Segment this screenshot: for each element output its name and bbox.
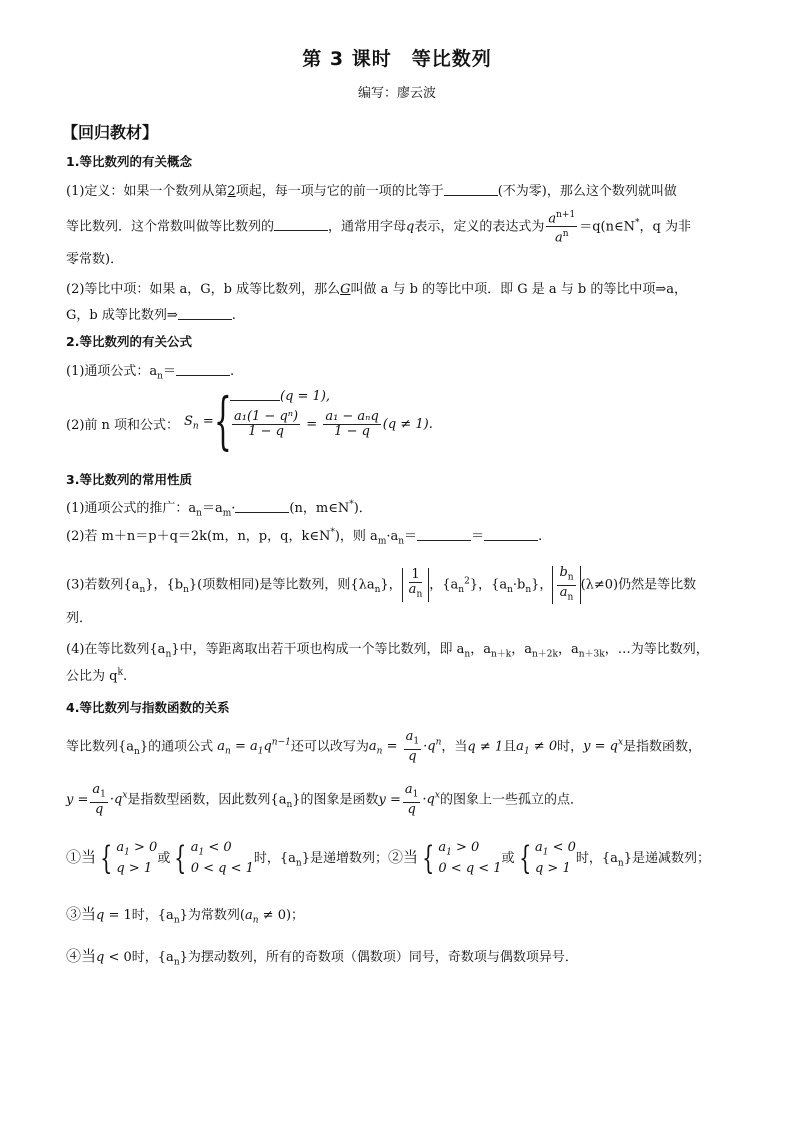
relation-line-1: 等比数列$\{a_n\}$的通项公式 $a_n = a_1q^{n-1}$还可以改写为$a_n$ = $\frac{a_1}{q}$ $\cdot q^n$，当q ≠ 1且$a_1 \ne 0$时，$y = q^x$是指数函数， (66, 729, 702, 764)
definition-line-1: (1)定义：如果一个数列从第2项起，每一项与它的前一项的比等于 (不为零)，那么这个数列就叫做 (66, 184, 677, 199)
property-3-end: 列． (66, 611, 93, 626)
sum-case-1: (q = 1), (230, 388, 330, 404)
property-2: (2)若 m＋n＝p＋q＝2k(m，n，p，q，k∈N*)，则 $a_m\cdot a_n=$ ＝ . (66, 527, 543, 547)
sum-case-2: $\frac{\text{a₁(1 − qⁿ)}}{1 - q}$ = $\frac{\text{a₁ − aₙq}}{1 - q}$ (q ≠ 1). (234, 409, 433, 439)
author-line: 编写：廖云波 (357, 86, 436, 101)
fill-blank (274, 218, 328, 231)
property-4-end: 公比为 $q^k$. (66, 667, 128, 684)
fill-blank (235, 500, 289, 513)
brace-icon: { (214, 384, 232, 457)
fill-blank (484, 528, 538, 541)
page-title: 第 3 课时 等比数列 (302, 48, 492, 70)
sum-formula: (2)前 n 项和公式： $S_n$ = { (q = 1), $\frac{\text{a₁(1 − qⁿ)}}{1 - q}$ = $\frac{\text{a₁ − aₙq}}{1 - q}$ (q ≠ 1). (66, 384, 433, 457)
property-4: (4)在等比数列$\{a_n\}$中，等距离取出若干项也构成一个等比数列，即 $a_n$，$a_{n+k}$，$a_{n+2k}$，$a_{n+3k}$，…为等比数列， (66, 642, 709, 660)
fill-blank (178, 307, 232, 320)
heading-1: 1.等比数列的有关概念 (66, 154, 192, 169)
fill-blank (417, 528, 471, 541)
relation-line-2: y = $\frac{a_1}{q}$ $\cdot q^x$是指数型函数，因此数列$\{a_n\}$的图象是函数y = $\frac{a_1}{q}$ $\cdot q^x$的图象上一些孤立的点． (66, 782, 583, 817)
heading-3: 3.等比数列的常用性质 (66, 472, 192, 487)
general-term-formula: (1)通项公式：$a_n=$ . (66, 364, 235, 382)
property-1: (1)通项公式的推广：$a_n=a_m\cdot (n$，m∈N*)． (66, 499, 372, 519)
constant-case: ③当q = 1时，$\{a_n\}$为常数列$(a_n \ne 0)$； (66, 905, 305, 926)
property-3: (3)若数列$\{a_n\}$，$\{b_n\}$(项数相同)是等比数列，则$\{\lambda a_n\}$， $\frac{1}{a_n}$ ，$\{a_n^2\}$，$\{a_n\cdot b_n\}$， $\frac{b_n}{a_n}$ (λ≠0)仍然是等比数 (66, 565, 697, 603)
fill-blank (176, 363, 230, 376)
fill-blank (444, 183, 498, 196)
ratio-fraction: $\frac{a^{n+1}}{a^n}$ (548, 210, 576, 246)
monotonic-cases: ①当 { $a_1 > 0$ q > 1 或 { $a_1 < 0$ 0 < q < 1 时，$\{a_n\}$是递增数列；②当 { $a_1 > 0$ 0 < q < 1 或 { $a_1 < 0$ q > 1 时，$\{a_n\}$是递减数列； (66, 839, 710, 878)
middle-term-line-1: (2)等比中项：如果 a，G，b 成等比数列，那么G叫做 a 与 b 的等比中项．即 G 是 a 与 b 的等比中项⇒a， (66, 282, 688, 297)
definition-line-2: 等比数列．这个常数叫做等比数列的 ，通常用字母q表示，定义的表达式为 $\frac{a^{n+1}}{a^n}$ ＝q(n∈N*，q 为非 (66, 210, 691, 246)
middle-term-line-2: G，b 成等比数列⇒ . (66, 308, 236, 323)
oscillating-case: ④当q < 0时，$\{a_n\}$为摆动数列，所有的奇数项（偶数项）同号，奇数项与偶数项异号． (66, 947, 578, 968)
heading-4: 4.等比数列与指数函数的关系 (66, 700, 230, 715)
section-header: 【回归教材】 (62, 123, 159, 142)
definition-line-3: 零常数)． (66, 252, 124, 267)
heading-2: 2.等比数列的有关公式 (66, 334, 192, 349)
